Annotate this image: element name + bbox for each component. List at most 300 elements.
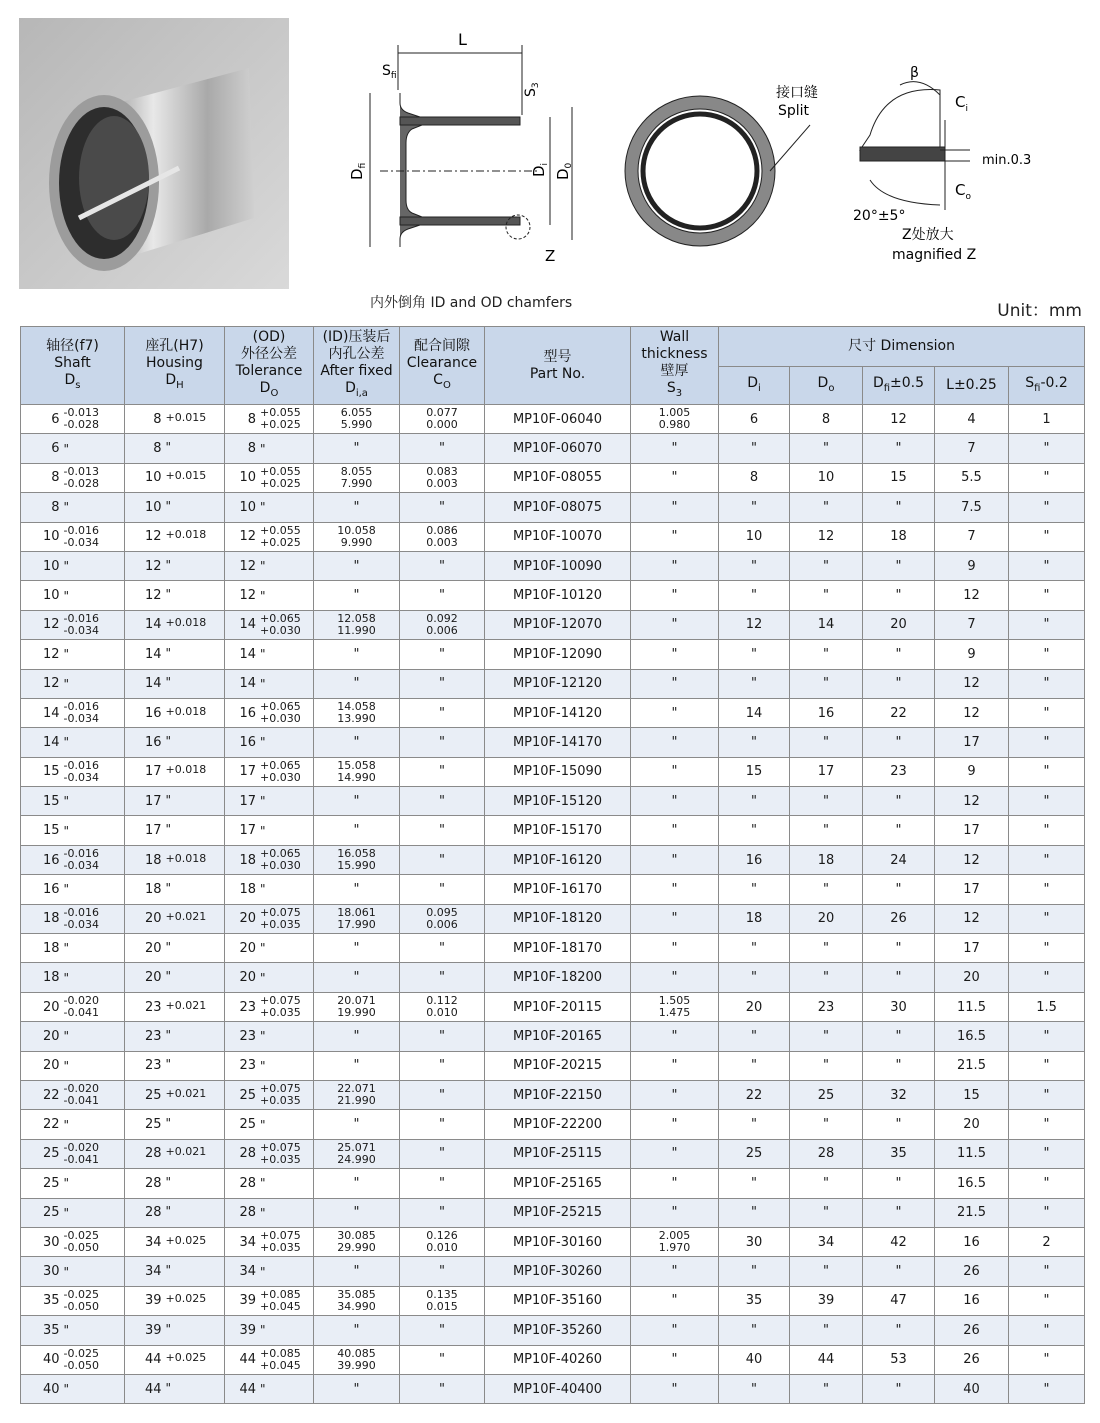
cell-l: 26 — [935, 1345, 1009, 1374]
cell-shaft — [21, 493, 125, 522]
cell-od — [225, 1022, 314, 1051]
cell-l: 12 — [935, 698, 1009, 727]
cell-l: 40 — [935, 1374, 1009, 1403]
cell-part-no: MP10F-30160 — [485, 1227, 631, 1256]
cell-id-tolerance: " — [314, 551, 400, 580]
cell-shaft — [21, 1257, 125, 1286]
cell-wall-thickness-value: 1.005 0.980 — [658, 406, 691, 432]
cell-housing — [125, 1257, 225, 1286]
od-value: 16 — [239, 734, 256, 750]
cell-id-tolerance — [314, 1345, 400, 1374]
cell-do: " — [790, 434, 863, 463]
cell-dfi: 20 — [863, 610, 935, 639]
od-value: 10 — [239, 470, 256, 486]
cell-dfi: " — [863, 669, 935, 698]
housing-value: 39 — [144, 1322, 162, 1338]
cell-od — [225, 875, 314, 904]
shaft-tolerance: " — [63, 1205, 70, 1220]
shaft-value: 10 — [42, 588, 60, 604]
cell-dfi: 22 — [863, 698, 935, 727]
shaft-tolerance: -0.016 -0.034 — [63, 847, 99, 873]
table-row — [21, 493, 1085, 522]
od-tolerance: " — [260, 941, 266, 956]
housing-value: 18 — [144, 881, 162, 897]
cell-di: 25 — [719, 1139, 790, 1168]
housing-tolerance: +0.021 — [165, 1145, 207, 1159]
cell-l: 16 — [935, 1286, 1009, 1315]
cell-id-tolerance — [314, 757, 400, 786]
cell-sfi: " — [1009, 463, 1085, 492]
table-row — [21, 1345, 1085, 1374]
housing-value: 25 — [144, 1087, 162, 1103]
od-value: 12 — [239, 558, 256, 574]
spec-table — [20, 326, 1085, 1404]
cell-id-tolerance — [314, 992, 400, 1021]
housing-tolerance: " — [165, 1263, 172, 1278]
cell-housing — [125, 463, 225, 492]
cell-wall-thickness: " — [631, 669, 719, 698]
table-row — [21, 963, 1085, 992]
cell-clearance — [400, 1227, 485, 1256]
cell-wall-thickness: " — [631, 551, 719, 580]
cell-l: 12 — [935, 581, 1009, 610]
cell-clearance-value: 0.086 0.003 — [426, 523, 458, 549]
cell-shaft — [21, 904, 125, 933]
shaft-tolerance: -0.025 -0.050 — [63, 1229, 99, 1255]
dim-dfi: $D_{fi}$ — [348, 162, 368, 180]
shaft-tolerance: " — [63, 1117, 70, 1132]
cell-housing — [125, 1110, 225, 1139]
bushing-photo — [19, 18, 289, 289]
co-label: $C_o$ — [955, 181, 971, 202]
od-tolerance: " — [260, 794, 266, 809]
cell-part-no: MP10F-25165 — [485, 1169, 631, 1198]
cell-clearance-value: 0.126 0.010 — [426, 1229, 458, 1255]
cell-od — [225, 904, 314, 933]
cell-part-no: MP10F-40260 — [485, 1345, 631, 1374]
cell-clearance: " — [400, 728, 485, 757]
cell-do: 20 — [790, 904, 863, 933]
cell-do: " — [790, 1022, 863, 1051]
cell-sfi: " — [1009, 875, 1085, 904]
cell-clearance: " — [400, 1080, 485, 1109]
cell-od — [225, 816, 314, 845]
od-value: 16 — [239, 705, 256, 721]
cell-do: 14 — [790, 610, 863, 639]
housing-tolerance: " — [165, 1321, 172, 1336]
cell-part-no: MP10F-25115 — [485, 1139, 631, 1168]
cell-od — [225, 1080, 314, 1109]
housing-value: 17 — [144, 823, 162, 839]
housing-value: 10 — [144, 499, 162, 515]
shaft-tolerance: " — [63, 970, 70, 985]
shaft-tolerance: -0.016 -0.034 — [63, 905, 99, 931]
cell-sfi: " — [1009, 522, 1085, 551]
shaft-value: 35 — [42, 1322, 60, 1338]
cell-do: 23 — [790, 992, 863, 1021]
cell-od — [225, 1286, 314, 1315]
housing-value: 28 — [144, 1175, 162, 1191]
cell-dfi: 12 — [863, 405, 935, 434]
cell-id-tolerance — [314, 1286, 400, 1315]
cell-id-tolerance: " — [314, 875, 400, 904]
cell-l: 12 — [935, 904, 1009, 933]
housing-tolerance: +0.021 — [165, 1086, 207, 1100]
od-tolerance: " — [260, 1323, 266, 1338]
cell-id-tolerance-value: 40.085 39.990 — [337, 1346, 376, 1372]
cell-di: 18 — [719, 904, 790, 933]
cell-id-tolerance-value: 6.055 5.990 — [340, 406, 373, 432]
od-tolerance: +0.075 +0.035 — [260, 1082, 301, 1108]
cell-sfi: " — [1009, 1345, 1085, 1374]
cell-wall-thickness — [631, 1227, 719, 1256]
cell-do: 10 — [790, 463, 863, 492]
shaft-tolerance: -0.020 -0.041 — [63, 994, 99, 1019]
cell-wall-thickness: " — [631, 904, 719, 933]
cell-id-tolerance-value: 14.058 13.990 — [337, 700, 376, 726]
cell-shaft — [21, 728, 125, 757]
cell-di: 22 — [719, 1080, 790, 1109]
cell-od — [225, 1110, 314, 1139]
cell-shaft — [21, 434, 125, 463]
cell-di: 16 — [719, 845, 790, 874]
cell-dfi: 26 — [863, 904, 935, 933]
cell-di: " — [719, 1316, 790, 1345]
od-value: 12 — [239, 588, 256, 604]
cell-wall-thickness: " — [631, 845, 719, 874]
cell-wall-thickness-value: 2.005 1.970 — [658, 1229, 691, 1255]
housing-value: 16 — [144, 705, 162, 721]
cell-id-tolerance-value: 35.085 34.990 — [337, 1287, 376, 1313]
cell-housing — [125, 1051, 225, 1080]
cell-wall-thickness — [631, 405, 719, 434]
table-row — [21, 787, 1085, 816]
angle-label: 20°±5° — [853, 208, 906, 224]
cell-di: " — [719, 1169, 790, 1198]
shaft-tolerance: " — [63, 1264, 70, 1279]
shaft-tolerance: " — [63, 1323, 70, 1338]
shaft-value: 25 — [42, 1175, 60, 1191]
cell-wall-thickness: " — [631, 757, 719, 786]
cell-wall-thickness-value: 1.505 1.475 — [658, 994, 691, 1019]
cell-l: 17 — [935, 934, 1009, 963]
housing-tolerance: +0.015 — [165, 410, 207, 424]
housing-tolerance: " — [165, 645, 172, 660]
table-row — [21, 845, 1085, 874]
od-value: 23 — [239, 1028, 256, 1044]
cell-clearance-value: 0.092 0.006 — [426, 611, 458, 637]
cell-dfi: 47 — [863, 1286, 935, 1315]
housing-value: 44 — [144, 1352, 162, 1368]
od-tolerance: " — [260, 1029, 266, 1044]
dim-di: $D_i$ — [530, 162, 550, 177]
cell-part-no: MP10F-18120 — [485, 904, 631, 933]
cell-wall-thickness: " — [631, 610, 719, 639]
cell-dfi: " — [863, 551, 935, 580]
cell-clearance: " — [400, 1374, 485, 1403]
cell-id-tolerance: " — [314, 1198, 400, 1227]
cell-di: 14 — [719, 698, 790, 727]
zoom-label-en: magnified Z — [892, 247, 977, 263]
cell-od — [225, 463, 314, 492]
cell-id-tolerance: " — [314, 581, 400, 610]
shaft-value: 16 — [42, 852, 60, 868]
cell-do: " — [790, 581, 863, 610]
cell-housing — [125, 904, 225, 933]
shaft-value: 12 — [42, 676, 60, 692]
cell-part-no: MP10F-06070 — [485, 434, 631, 463]
cell-l: 4 — [935, 405, 1009, 434]
table-row — [21, 1374, 1085, 1403]
cell-dfi: 35 — [863, 1139, 935, 1168]
cell-housing — [125, 1080, 225, 1109]
cell-id-tolerance — [314, 522, 400, 551]
housing-tolerance: " — [165, 557, 172, 572]
cell-shaft — [21, 875, 125, 904]
cell-shaft — [21, 698, 125, 727]
housing-value: 39 — [144, 1293, 162, 1309]
shaft-value: 12 — [42, 617, 60, 633]
cell-id-tolerance — [314, 405, 400, 434]
cell-housing — [125, 1227, 225, 1256]
shaft-value: 18 — [42, 940, 60, 956]
cell-sfi: " — [1009, 551, 1085, 580]
housing-tolerance: +0.021 — [165, 910, 207, 924]
shaft-tolerance: -0.016 -0.034 — [63, 523, 99, 549]
cell-do: " — [790, 934, 863, 963]
cell-shaft — [21, 787, 125, 816]
cell-id-tolerance-value: 22.071 21.990 — [337, 1082, 376, 1108]
cell-od — [225, 1139, 314, 1168]
table-row — [21, 1286, 1085, 1315]
housing-value: 23 — [144, 1058, 162, 1074]
shaft-value: 10 — [42, 558, 60, 574]
housing-tolerance: " — [165, 1027, 172, 1042]
cell-part-no: MP10F-18200 — [485, 963, 631, 992]
cell-wall-thickness: " — [631, 787, 719, 816]
table-row — [21, 1139, 1085, 1168]
housing-value: 12 — [144, 558, 162, 574]
shaft-value: 15 — [42, 764, 60, 780]
cell-clearance — [400, 610, 485, 639]
shaft-value: 40 — [42, 1381, 60, 1397]
cell-od — [225, 963, 314, 992]
housing-value: 18 — [144, 852, 162, 868]
cell-dfi: " — [863, 1374, 935, 1403]
housing-tolerance: " — [165, 1057, 172, 1072]
cell-do: " — [790, 1257, 863, 1286]
cell-housing — [125, 757, 225, 786]
header-part-no: 型号 Part No. — [485, 327, 631, 405]
cell-dfi: " — [863, 640, 935, 669]
cell-wall-thickness: " — [631, 1022, 719, 1051]
table-row — [21, 816, 1085, 845]
cell-dfi: " — [863, 1198, 935, 1227]
shaft-value: 22 — [42, 1117, 60, 1133]
cell-id-tolerance — [314, 845, 400, 874]
shaft-tolerance: " — [63, 1029, 70, 1044]
od-tolerance: +0.075 +0.035 — [260, 994, 301, 1019]
cell-l: 17 — [935, 816, 1009, 845]
cell-shaft — [21, 1316, 125, 1345]
cell-dfi: 23 — [863, 757, 935, 786]
cell-l: 15 — [935, 1080, 1009, 1109]
cell-id-tolerance: " — [314, 1257, 400, 1286]
housing-tolerance: +0.025 — [165, 1233, 207, 1247]
cell-id-tolerance: " — [314, 816, 400, 845]
cell-sfi: " — [1009, 1316, 1085, 1345]
cell-id-tolerance — [314, 1139, 400, 1168]
housing-tolerance: " — [165, 1204, 172, 1219]
cell-dfi: " — [863, 581, 935, 610]
cell-wall-thickness: " — [631, 1139, 719, 1168]
cell-clearance: " — [400, 845, 485, 874]
housing-value: 16 — [144, 734, 162, 750]
cell-sfi: " — [1009, 640, 1085, 669]
od-value: 20 — [239, 940, 256, 956]
cell-clearance: " — [400, 1139, 485, 1168]
cell-od — [225, 1198, 314, 1227]
cell-shaft — [21, 845, 125, 874]
od-value: 39 — [239, 1322, 256, 1338]
cell-shaft — [21, 1198, 125, 1227]
housing-value: 12 — [144, 588, 162, 604]
od-tolerance: +0.075 +0.035 — [260, 905, 301, 931]
cell-sfi: " — [1009, 934, 1085, 963]
cell-housing — [125, 728, 225, 757]
cell-clearance: " — [400, 963, 485, 992]
cell-dfi: " — [863, 1257, 935, 1286]
cell-wall-thickness: " — [631, 1169, 719, 1198]
od-tolerance: +0.065 +0.030 — [260, 611, 301, 637]
housing-tolerance: +0.025 — [165, 1351, 207, 1365]
cell-shaft — [21, 463, 125, 492]
cell-di: " — [719, 434, 790, 463]
od-tolerance: " — [260, 1176, 266, 1191]
cell-housing — [125, 1374, 225, 1403]
od-tolerance: " — [260, 970, 266, 985]
split-label-cn: 接口缝 — [776, 85, 818, 101]
cell-id-tolerance: " — [314, 1051, 400, 1080]
od-tolerance: " — [260, 676, 266, 691]
cell-clearance-value: 0.083 0.003 — [426, 464, 458, 490]
table-row — [21, 551, 1085, 580]
cell-shaft — [21, 757, 125, 786]
cell-id-tolerance: " — [314, 669, 400, 698]
header-shaft: 轴径(f7) Shaft $D_s$ — [21, 327, 125, 405]
cell-housing — [125, 610, 225, 639]
housing-tolerance: +0.015 — [165, 469, 207, 483]
cell-part-no: MP10F-06040 — [485, 405, 631, 434]
shaft-value: 15 — [42, 793, 60, 809]
cell-dfi: " — [863, 1110, 935, 1139]
od-value: 17 — [239, 793, 256, 809]
shaft-tolerance: " — [63, 1176, 70, 1191]
cell-clearance: " — [400, 1257, 485, 1286]
cell-dfi: 18 — [863, 522, 935, 551]
table-row — [21, 1169, 1085, 1198]
cell-id-tolerance: " — [314, 787, 400, 816]
cell-l: 16 — [935, 1227, 1009, 1256]
shaft-tolerance: " — [63, 823, 70, 838]
cell-do: " — [790, 1374, 863, 1403]
cell-di: " — [719, 551, 790, 580]
cell-od — [225, 493, 314, 522]
od-tolerance: " — [260, 1117, 266, 1132]
min-label: min.0.3 — [982, 153, 1032, 168]
cell-wall-thickness: " — [631, 698, 719, 727]
cell-od — [225, 1374, 314, 1403]
cell-wall-thickness: " — [631, 1257, 719, 1286]
cell-shaft — [21, 1022, 125, 1051]
shaft-value: 18 — [42, 970, 60, 986]
od-value: 8 — [247, 441, 256, 457]
cell-clearance: " — [400, 1110, 485, 1139]
cell-housing — [125, 816, 225, 845]
shaft-tolerance: -0.020 -0.041 — [63, 1140, 99, 1166]
od-tolerance: " — [260, 1058, 266, 1073]
cell-housing — [125, 1169, 225, 1198]
cell-od — [225, 757, 314, 786]
cell-di: " — [719, 1110, 790, 1139]
cell-do: 18 — [790, 845, 863, 874]
shaft-tolerance: " — [63, 559, 70, 574]
cell-part-no: MP10F-16120 — [485, 845, 631, 874]
cell-part-no: MP10F-15120 — [485, 787, 631, 816]
shaft-value: 12 — [42, 646, 60, 662]
cell-wall-thickness: " — [631, 581, 719, 610]
cell-clearance: " — [400, 493, 485, 522]
cell-id-tolerance: " — [314, 963, 400, 992]
cell-di: " — [719, 1022, 790, 1051]
cell-l: 11.5 — [935, 1139, 1009, 1168]
cell-id-tolerance-value: 30.085 29.990 — [337, 1229, 376, 1255]
cell-housing — [125, 875, 225, 904]
od-value: 14 — [239, 676, 256, 692]
cell-od — [225, 787, 314, 816]
cell-sfi: 2 — [1009, 1227, 1085, 1256]
cell-clearance: " — [400, 1169, 485, 1198]
cell-id-tolerance-value: 8.055 7.990 — [340, 464, 373, 490]
cell-dfi: 32 — [863, 1080, 935, 1109]
shaft-tolerance: " — [63, 1382, 70, 1397]
od-tolerance: " — [260, 1264, 266, 1279]
shaft-value: 14 — [42, 734, 60, 750]
cell-wall-thickness: " — [631, 1198, 719, 1227]
cell-do: " — [790, 640, 863, 669]
table-row — [21, 992, 1085, 1021]
od-value: 10 — [239, 499, 256, 515]
cell-do: " — [790, 1198, 863, 1227]
housing-tolerance: " — [165, 675, 172, 690]
cell-part-no: MP10F-15090 — [485, 757, 631, 786]
cell-id-tolerance: " — [314, 1110, 400, 1139]
shaft-tolerance: -0.025 -0.050 — [63, 1346, 99, 1372]
cell-dfi: " — [863, 1051, 935, 1080]
cell-dfi: " — [863, 934, 935, 963]
cell-shaft — [21, 934, 125, 963]
ci-label: $C_i$ — [955, 93, 968, 114]
cell-shaft — [21, 1080, 125, 1109]
shaft-tolerance: " — [63, 794, 70, 809]
table-row — [21, 1080, 1085, 1109]
cell-sfi: " — [1009, 434, 1085, 463]
housing-tolerance: " — [165, 1116, 172, 1131]
housing-value: 17 — [144, 764, 162, 780]
cell-housing — [125, 992, 225, 1021]
cell-part-no: MP10F-10070 — [485, 522, 631, 551]
cell-wall-thickness: " — [631, 816, 719, 845]
